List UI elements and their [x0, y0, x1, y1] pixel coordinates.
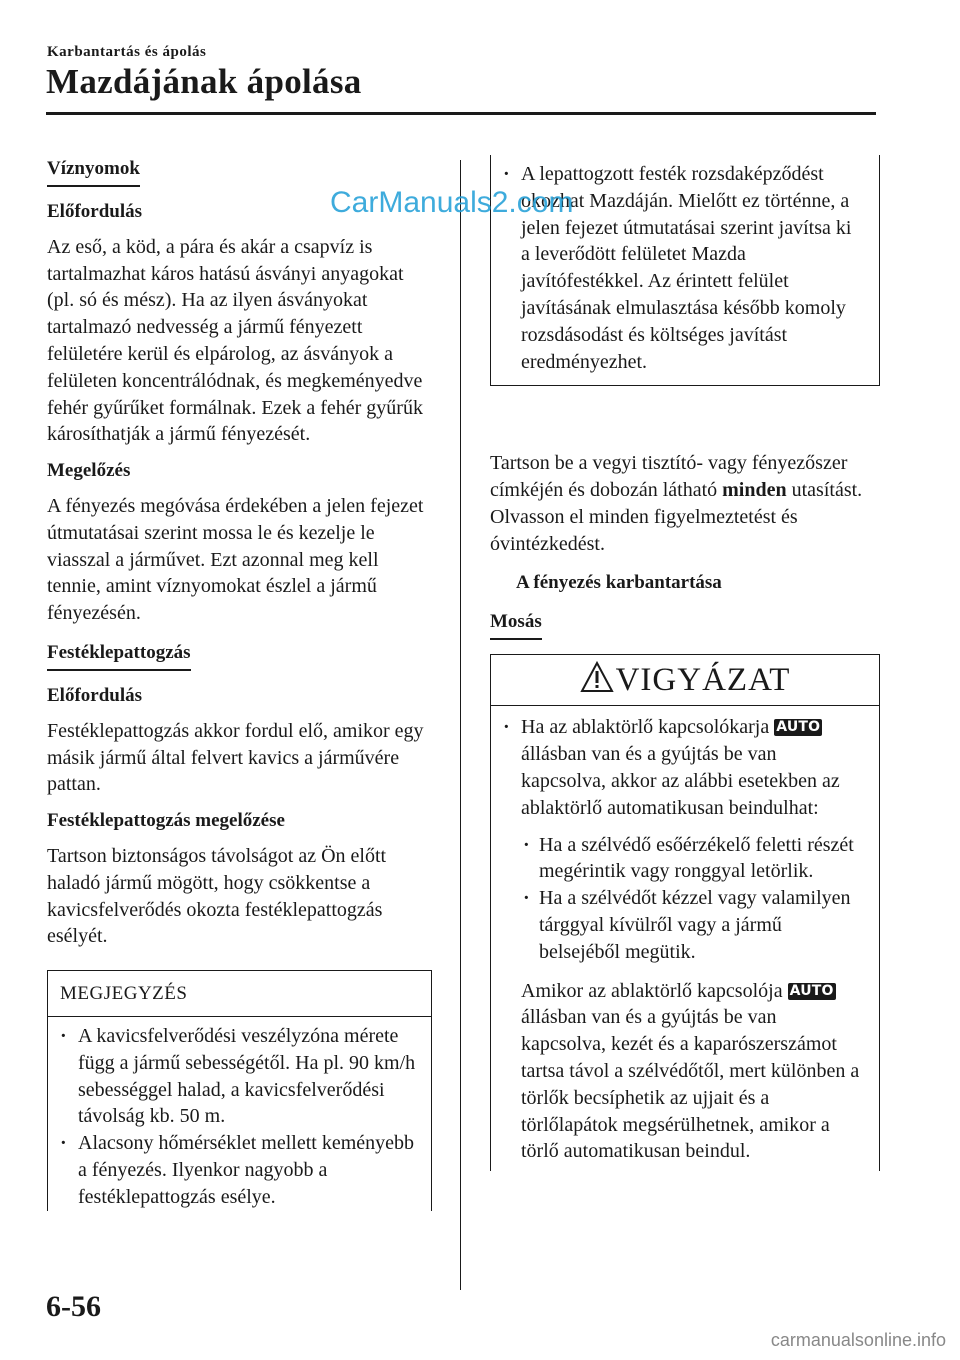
occurrence-label: Előfordulás — [47, 201, 143, 222]
auto-badge-icon: AUTO — [776, 719, 821, 736]
occurrence-label-2: Előfordulás — [47, 684, 143, 706]
warning-item-start: Ha az ablaktörlő kapcsolókarja — [521, 716, 770, 739]
prevention-label: Megelőzés — [47, 460, 131, 482]
intro-paragraph — [490, 450, 880, 557]
warning-paragraph-end: állásban van és a gyújtás be van kapcsolva, kezét és a kaparószerszámot tartsa távol a szélvédőtől, mert különben a törlők becsíphetik az ujjait és a törlőlapátok megsérülhetnek, amikor a törlő automatikusan beindul. — [521, 1006, 860, 1163]
warning-paragraph-start: Amikor az ablaktörlő kapcsolója — [521, 979, 783, 1002]
watermark-text: CarManuals2.com — [330, 186, 574, 219]
warning-body — [491, 706, 879, 1171]
washing-heading: Mosás — [490, 610, 542, 640]
footer-watermark: carmanualsonline.info — [770, 1330, 946, 1350]
left-column — [47, 155, 432, 1211]
note-body — [48, 1017, 431, 1211]
page-number: 6-56 — [46, 1290, 101, 1323]
warning-sub-item: · Ha a szélvédőt kézzel vagy valamilyen tárggyal kívülről vagy a jármű belsejéből megütik. — [491, 885, 865, 965]
warning-triangle-icon — [580, 661, 614, 693]
intro-text-bold: minden — [722, 479, 787, 502]
chipping-text: Festéklepattogzás akkor fordul elő, amikor egy másik jármű által felvert kavics a járművére pattan. — [47, 719, 424, 796]
section-label: Karbantartás és ápolás — [47, 44, 207, 60]
note-item: · A kavicsfelverődési veszélyzóna mérete függ a jármű sebességétől. Ha pl. 90 km/h sebességgel halad, a kavicsfelverődési távolság kb. 50 m. — [48, 1023, 419, 1130]
chipping-prevention-label: Festéklepattogzás megelőzése — [47, 810, 285, 832]
warning-paragraph — [491, 978, 865, 1166]
watermarks-text: Az eső, a köd, a pára és akár a csapvíz is tartalmazhat káros hatású ásványi anyagokat (pl. só és mész). Ha az ilyen ásványokat tartalmazó nedvesség a jármű fényezett felületére kerül és elpárolog, az ásványok a felületen koncentrálódnak, és megkeményedve fehér gyűrűket formálnak. Ezek a fehér gyűrűk károsíthatják a jármű fényezését. — [47, 235, 423, 446]
warning-item-end: állásban van és a gyújtás be van kapcsolva, akkor az alábbi esetekben az ablaktörlő automatikusan beindulhat: — [521, 743, 840, 819]
note-title: MEGJEGYZÉS — [48, 971, 431, 1017]
warning-sub-item: · Ha a szélvédő esőérzékelő feletti részét megérintik vagy ronggyal letörlik. — [491, 832, 865, 886]
watermarks-heading: Víznyomok — [47, 157, 140, 187]
note-item: · A lepattogzott festék rozsdaképződést okozhat Mazdáján. Mielőtt ez történne, a jelen fejezet útmutatásai szerint javítsa ki a leverődött felületet Mazda javítófestékkel. Az érintett felület javításának elmulasztása később komoly rozsdásodást és költséges javítást eredményezhet. — [491, 161, 865, 375]
chipping-prevention-text: Tartson biztonságos távolságot az Ön előtt haladó jármű mögött, hogy csökkentse a kavicsfelverődés okozta festéklepattogzás esélyét. — [47, 844, 387, 948]
maintenance-heading: A fényezés karbantartása — [516, 571, 722, 593]
title-rule — [46, 112, 876, 115]
note-box — [47, 970, 432, 1210]
prevention-text: A fényezés megóvása érdekében a jelen fejezet útmutatásai szerint mossa le és kezelje le viasszal a járművet. Ezt azonnal meg kell tennie, amint víznyomokat észlel a jármű fényezésén. — [47, 494, 424, 625]
column-divider — [460, 160, 461, 1290]
right-column — [490, 155, 880, 1171]
auto-badge-icon: AUTO — [789, 982, 834, 999]
warning-item — [491, 714, 865, 821]
warning-box — [490, 654, 880, 1171]
intro-text-end: utasítást. Olvasson el minden figyelmeztetést és óvintézkedést. — [490, 479, 863, 555]
warning-title-bar — [491, 655, 879, 706]
warning-title: VIGYÁZAT — [615, 662, 791, 699]
intro-text-start: Tartson be a vegyi tisztító- vagy fényezőszer címkéjén és dobozán látható — [490, 452, 848, 502]
page-title: Mazdájának ápolása — [46, 62, 362, 101]
chipping-heading: Festéklepattogzás — [47, 641, 191, 671]
note-item: · Alacsony hőmérséklet mellett keményebb a fényezés. Ilyenkor nagyobb a festéklepattogzás esélye. — [48, 1130, 419, 1210]
